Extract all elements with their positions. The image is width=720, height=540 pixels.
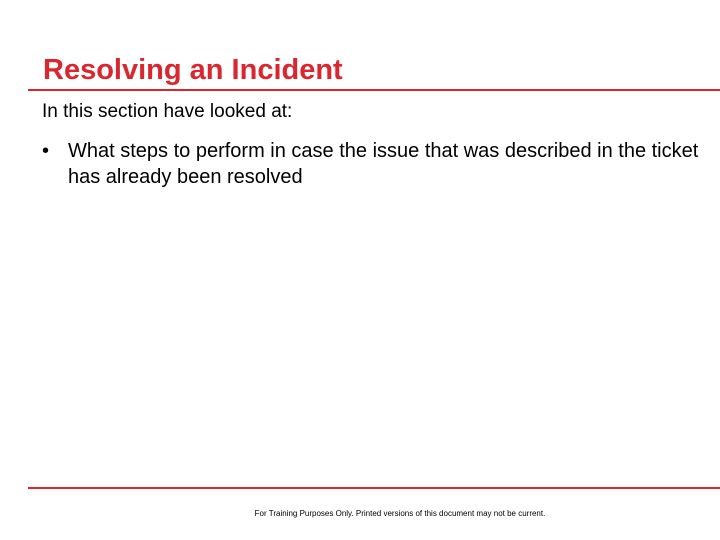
title-divider [28,89,720,91]
intro-text: In this section have looked at: [42,101,293,122]
footer-disclaimer: For Training Purposes Only. Printed versions of this document may not be current. [254,509,546,518]
bullet-dot-icon: • [42,140,50,162]
bullet-item [42,138,712,190]
footer-divider [28,487,720,489]
slide-title: Resolving an Incident [43,54,343,86]
bullet-list [42,138,712,190]
bullet-text: What steps to perform in case the issue that was described in the ticket has already been resolved [68,140,699,188]
